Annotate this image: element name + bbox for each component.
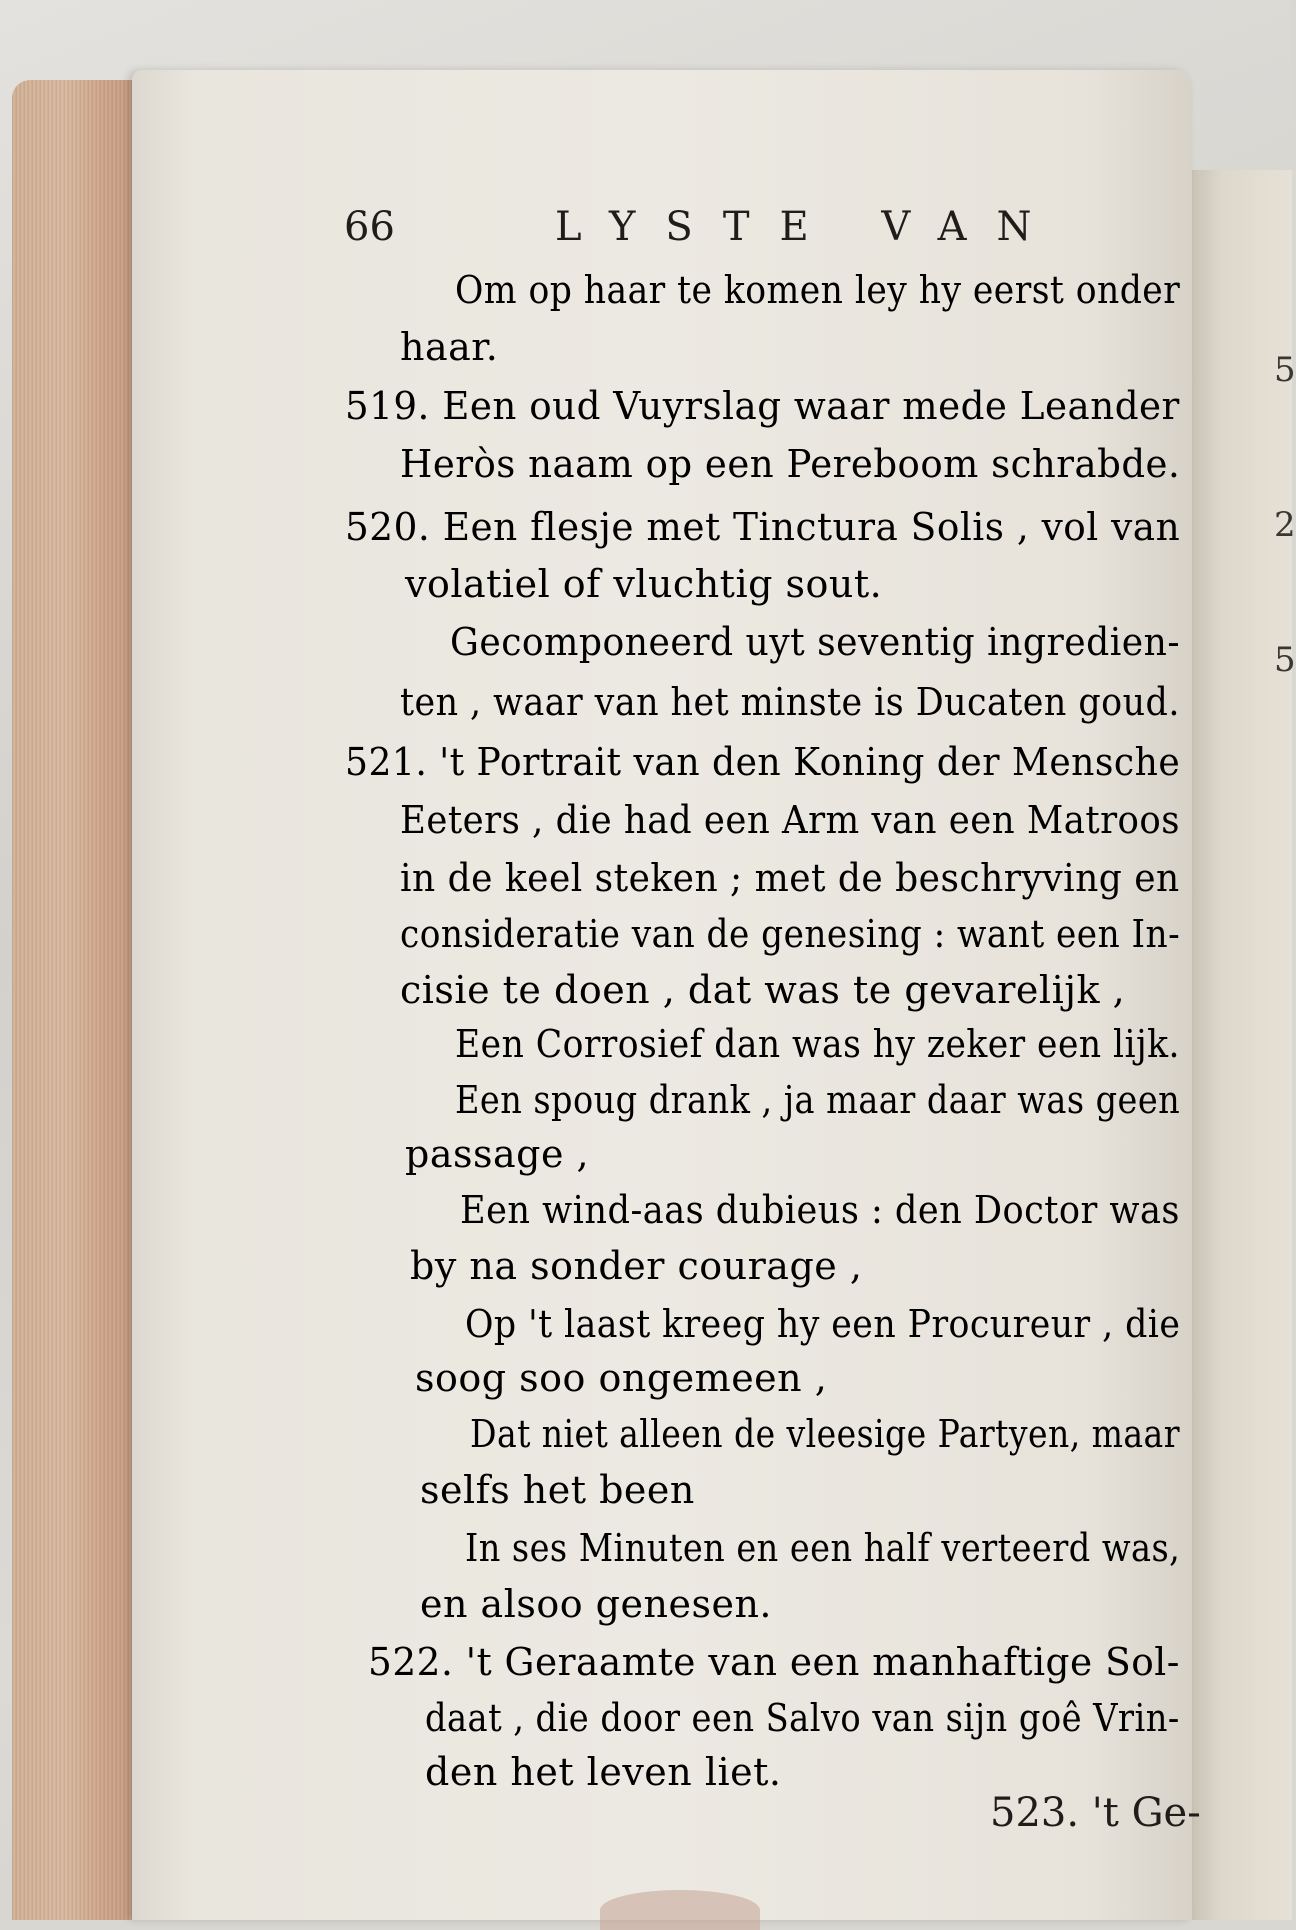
- text-line: 521. 't Portrait van den Koning der Mensche: [345, 740, 1181, 784]
- text-line: by na sonder courage ,: [410, 1244, 863, 1288]
- catchword: 523. 't Ge-: [990, 1790, 1201, 1836]
- text-line: selfs het been: [420, 1468, 695, 1512]
- text-line: Eeters , die had een Arm van een Matroos: [400, 798, 1180, 842]
- text-line: Om op haar te komen ley hy eerst onder: [455, 268, 1181, 312]
- text-line: In ses Minuten en een half verteerd was,: [465, 1526, 1181, 1570]
- text-line: soog soo ongemeen ,: [415, 1356, 828, 1400]
- page-number: 66: [344, 204, 395, 250]
- text-line: Dat niet alleen de vleesige Partyen, maar: [470, 1412, 1180, 1456]
- facing-page-char: 5: [1274, 350, 1296, 390]
- text-line: Gecomponeerd uyt seventig ingredien-: [450, 620, 1181, 664]
- running-title: LYSTE VAN: [555, 204, 1062, 250]
- text-line: volatiel of vluchtig sout.: [405, 562, 883, 606]
- facing-page-char: 2: [1274, 505, 1296, 545]
- book-fore-edge: [12, 80, 144, 1920]
- text-line: cisie te doen , dat was te gevarelijk ,: [400, 968, 1126, 1012]
- text-line: Een Corrosief dan was hy zeker een lijk.: [455, 1022, 1180, 1066]
- text-line: 520. Een flesje met Tinctura Solis , vol van: [345, 505, 1181, 549]
- text-line: ten , waar van het minste is Ducaten goud.: [400, 680, 1180, 724]
- text-line: den het leven liet.: [425, 1750, 782, 1794]
- facing-page-char: 5: [1274, 640, 1296, 680]
- text-line: 522. 't Geraamte van een manhaftige Sol-: [368, 1640, 1180, 1684]
- text-line: in de keel steken ; met de beschryving en: [400, 856, 1180, 900]
- text-line: en alsoo genesen.: [420, 1582, 773, 1626]
- text-line: Een spoug drank , ja maar daar was geen: [455, 1078, 1181, 1122]
- thumb: [600, 1890, 760, 1930]
- facing-page-edge: [1190, 170, 1296, 1920]
- text-line: daat , die door een Salvo van sijn goê Vrin-: [425, 1696, 1180, 1740]
- text-line: Heròs naam op een Pereboom schrabde.: [400, 442, 1181, 486]
- text-line: 519. Een oud Vuyrslag waar mede Leander: [345, 384, 1180, 428]
- text-line: Een wind-aas dubieus : den Doctor was: [460, 1188, 1180, 1232]
- text-line: consideratie van de genesing : want een In-: [400, 912, 1181, 956]
- text-line: passage ,: [405, 1132, 590, 1176]
- text-line: Op 't laast kreeg hy een Procureur , die: [465, 1302, 1181, 1346]
- text-line: haar.: [400, 325, 499, 369]
